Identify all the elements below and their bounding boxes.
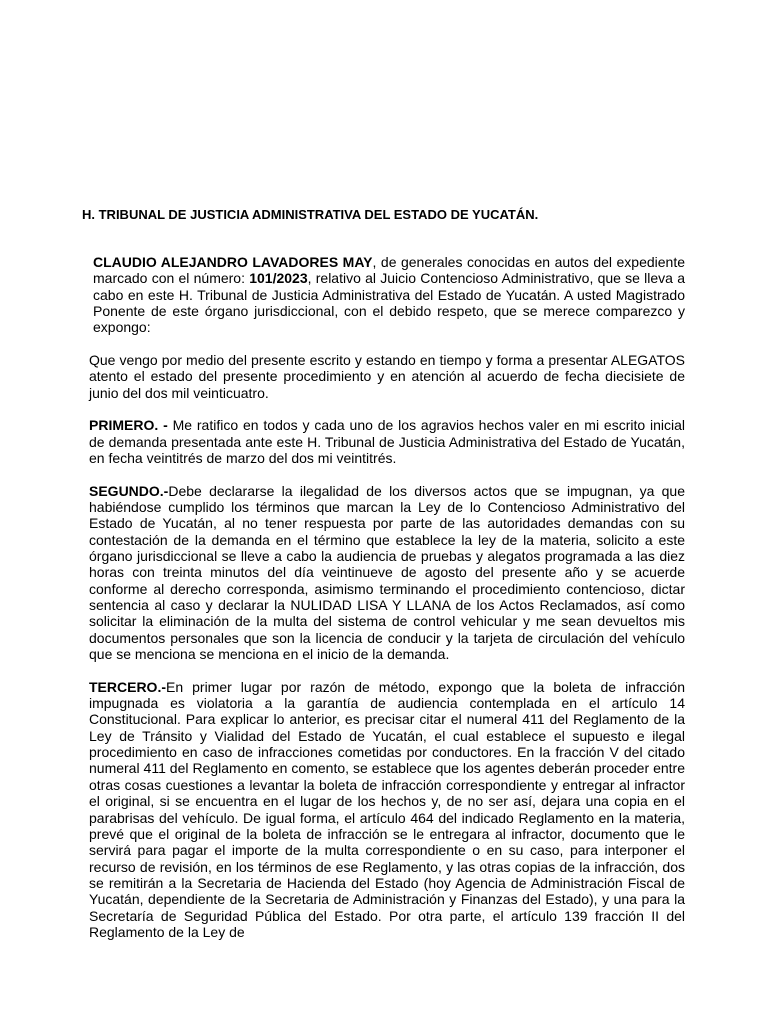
document-body xyxy=(89,254,685,957)
expediente-number: 101/2023 xyxy=(249,270,308,287)
segundo-text: Debe declararse la ilegalidad de los diversos actos que se impugnan, ya que habiéndose cumplido los términos que marcan la Ley de lo Contencioso Administrativo del Estado de Yucatán, al no tener respuesta por parte de las autoridades demandas con su contestación de la demanda en el término que establece la ley de la materia, solicito a este órgano jurisdiccional se lleve a cabo la audiencia de pruebas y alegatos programada a las diez horas con treinta minutos del día veintinueve de agosto del presente año y se acuerde conforme al derecho corresponda, asimismo terminando el procedimiento contencioso, dictar sentencia al caso y declarar la NULIDAD LISA Y LLANA de los Actos Reclamados, así como solicitar la eliminación de la multa del sistema de control vehicular y me sean devueltos mis documentos personales que son la licencia de conducir y la tarjeta de circulación del vehículo que se menciona se menciona en el inicio de la demanda. xyxy=(89,482,685,663)
paragraph-alegatos: Que vengo por medio del presente escrito y estando en tiempo y forma a presentar ALEGATOS atento el estado del presente procedimiento y en atención al acuerdo de fecha diecisiete de junio del dos mil veinticuatro. xyxy=(89,352,685,401)
paragraph-intro xyxy=(89,254,685,336)
tercero-text: En primer lugar por razón de método, expongo que la boleta de infracción impugnada es violatoria a la garantía de audiencia contemplada en el artículo 14 Constitucional. Para explicar lo anterior, es precisar citar el numeral 411 del Reglamento de la Ley de Tránsito y Vialidad del Estado de Yucatán, el cual establece el supuesto e ilegal procedimiento en caso de infracciones cometidas por conductores. En la fracción V del citado numeral 411 del Reglamento en comento, se establece que los agentes deberán proceder entre otras cosas cuestiones a levantar la boleta de infracción correspondiente y entregar al infractor el original, si se encuentra en el lugar de los hechos y, de no ser así, dejara una copia en el parabrisas del vehículo. De igual forma, el artículo 464 del indicado Reglamento en la materia, prevé que el original de la boleta de infracción se le entregara al infractor, documento que le servirá para pagar el importe de la multa correspondiente o en su caso, para interponer el recurso de revisión, en los términos de ese Reglamento, y las otras copias de la infracción, dos se remitirán a la Secretaria de Hacienda del Estado (hoy Agencia de Administración Fiscal de Yucatán, dependiente de la Secretaria de Administración y Finanzas del Estado), y una para la Secretaría de Seguridad Pública del Estado. Por otra parte, el artículo 139 fracción II del Reglamento de la Ley de xyxy=(89,678,685,940)
document-heading: H. TRIBUNAL DE JUSTICIA ADMINISTRATIVA DEL ESTADO DE YUCATÁN. xyxy=(82,207,539,222)
intro-text-b: , relativo al Juicio Contencioso Administrativo, que se lleva a cabo en este H. Tribunal de Justicia Administrativa del Estado de Yucatán. A usted Magistrado Ponente de este órgano jurisdiccional, con el debido respeto, que se merece comparezco y expongo: xyxy=(93,270,685,336)
tercero-label: TERCERO.- xyxy=(89,678,166,695)
paragraph-primero xyxy=(89,417,685,466)
primero-text: Me ratifico en todos y cada uno de los agravios hechos valer en mi escrito inicial de demanda presentada ante este H. Tribunal de Justicia Administrativa del Estado de Yucatán, en fecha veintitrés de marzo del dos mi veintitrés. xyxy=(89,417,686,467)
segundo-label: SEGUNDO.- xyxy=(89,482,169,499)
paragraph-tercero xyxy=(89,679,685,941)
party-name: CLAUDIO ALEJANDRO LAVADORES MAY xyxy=(93,254,373,270)
paragraph-segundo xyxy=(89,483,685,663)
intro-text-a: , de generales conocidas en autos del expediente marcado con el número: xyxy=(93,254,685,287)
primero-label: PRIMERO. - xyxy=(89,417,168,434)
